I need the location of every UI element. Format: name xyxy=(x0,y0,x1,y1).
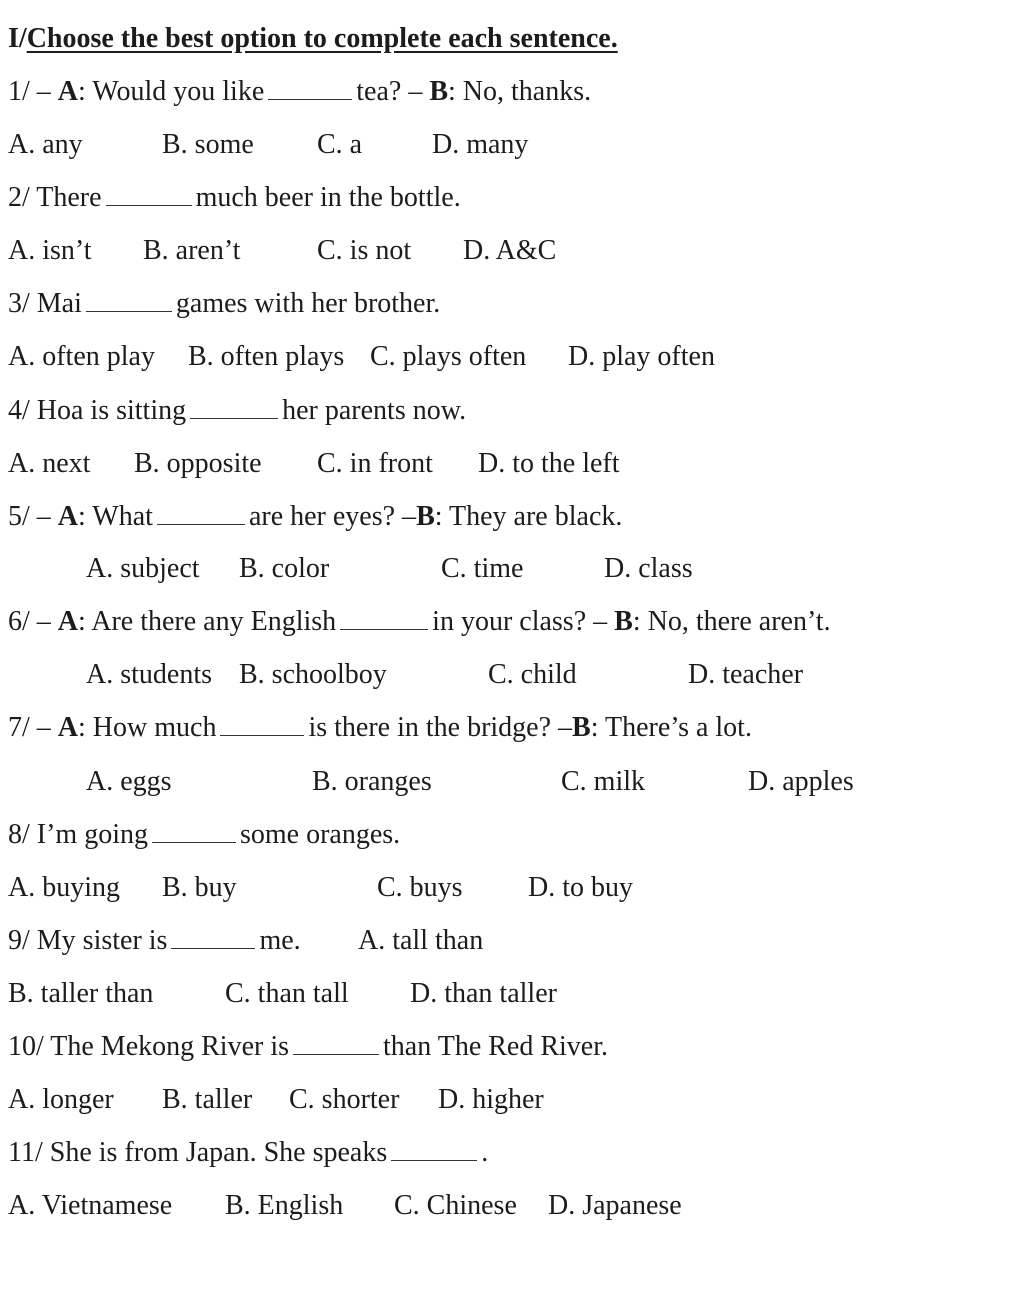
q9-option-a[interactable]: A. tall than xyxy=(358,925,484,956)
q9-text-b: me. xyxy=(259,925,301,956)
q2-option-d[interactable]: D. A&C xyxy=(463,235,557,266)
q7-option-d[interactable]: D. apples xyxy=(748,766,854,797)
q10-option-d[interactable]: D. higher xyxy=(438,1084,544,1115)
q3-option-b[interactable]: B. often plays xyxy=(188,341,345,372)
q5-number: 5/ – xyxy=(8,501,58,532)
q4-blank[interactable] xyxy=(190,398,278,419)
question-3 xyxy=(8,287,440,321)
q11-blank[interactable] xyxy=(391,1140,477,1161)
q5-option-c[interactable]: C. time xyxy=(441,553,524,584)
q3-text-b: games with her brother. xyxy=(175,288,441,319)
q4-text-b: her parents now. xyxy=(282,395,467,426)
q9-blank[interactable] xyxy=(171,928,255,949)
q7-option-b[interactable]: B. oranges xyxy=(312,766,432,797)
q2-option-b[interactable]: B. aren’t xyxy=(143,235,241,266)
q2-option-c[interactable]: C. is not xyxy=(317,235,412,266)
q1-speaker-a: A xyxy=(57,76,79,107)
q9-option-b[interactable]: B. taller than xyxy=(8,978,154,1009)
q3-option-d[interactable]: D. play often xyxy=(568,341,715,372)
q9-option-c[interactable]: C. than tall xyxy=(225,978,349,1009)
q6-option-a[interactable]: A. students xyxy=(86,659,212,690)
q1-option-b[interactable]: B. some xyxy=(162,129,254,160)
question-2 xyxy=(8,181,461,215)
q10-option-a[interactable]: A. longer xyxy=(8,1084,114,1115)
q5-speaker-a: A xyxy=(57,501,79,532)
q9-option-d[interactable]: D. than taller xyxy=(410,978,557,1009)
q11-option-c[interactable]: C. Chinese xyxy=(394,1190,517,1221)
q4-option-c[interactable]: C. in front xyxy=(317,448,433,479)
q6-blank[interactable] xyxy=(340,609,428,630)
question-1 xyxy=(8,75,591,109)
q8-option-d[interactable]: D. to buy xyxy=(528,872,633,903)
question-9 xyxy=(8,924,301,958)
q4-text-a: 4/ Hoa is sitting xyxy=(8,395,187,426)
q8-option-c[interactable]: C. buys xyxy=(377,872,463,903)
question-11 xyxy=(8,1136,488,1170)
q5-text-b: are her eyes? – xyxy=(248,501,417,532)
q8-option-b[interactable]: B. buy xyxy=(162,872,237,903)
q5-option-b[interactable]: B. color xyxy=(239,553,330,584)
q4-option-a[interactable]: A. next xyxy=(8,448,91,479)
q6-speaker-b: B xyxy=(614,606,633,637)
section-title xyxy=(8,22,618,56)
question-7 xyxy=(8,711,752,745)
q5-option-d[interactable]: D. class xyxy=(604,553,693,584)
q1-text-a: : Would you like xyxy=(78,76,265,107)
q3-blank[interactable] xyxy=(86,291,172,312)
q10-text-a: 10/ The Mekong River is xyxy=(8,1031,290,1062)
q2-text-a: 2/ There xyxy=(8,182,102,213)
q6-option-b[interactable]: B. schoolboy xyxy=(239,659,387,690)
q2-blank[interactable] xyxy=(106,185,192,206)
q5-option-a[interactable]: A. subject xyxy=(86,553,200,584)
q1-option-a[interactable]: A. any xyxy=(8,129,83,160)
question-6 xyxy=(8,605,831,639)
q10-blank[interactable] xyxy=(293,1034,379,1055)
q7-blank[interactable] xyxy=(220,715,304,736)
q1-text-c: : No, thanks. xyxy=(448,76,592,107)
q6-option-d[interactable]: D. teacher xyxy=(688,659,804,690)
q1-option-c[interactable]: C. a xyxy=(317,129,363,160)
q11-text-b: . xyxy=(481,1137,489,1168)
q10-text-b: than The Red River. xyxy=(383,1031,609,1062)
q6-text-b: in your class? – xyxy=(432,606,615,637)
q1-text-b: tea? – xyxy=(356,76,430,107)
q10-option-c[interactable]: C. shorter xyxy=(289,1084,400,1115)
q2-option-a[interactable]: A. isn’t xyxy=(8,235,92,266)
q11-option-d[interactable]: D. Japanese xyxy=(548,1190,682,1221)
q9-text-a: 9/ My sister is xyxy=(8,925,168,956)
q1-option-d[interactable]: D. many xyxy=(432,129,529,160)
question-4 xyxy=(8,394,466,428)
q7-option-a[interactable]: A. eggs xyxy=(86,766,172,797)
question-8 xyxy=(8,818,400,852)
q6-number: 6/ – xyxy=(8,606,58,637)
q11-option-a[interactable]: A. Vietnamese xyxy=(8,1190,173,1221)
q8-option-a[interactable]: A. buying xyxy=(8,872,120,903)
section-number: I/ xyxy=(8,23,27,54)
q3-option-c[interactable]: C. plays often xyxy=(370,341,527,372)
q5-text-c: : They are black. xyxy=(434,501,623,532)
q5-text-a: : What xyxy=(78,501,153,532)
question-10 xyxy=(8,1030,608,1064)
q6-text-c: : No, there aren’t. xyxy=(632,606,831,637)
q4-option-d[interactable]: D. to the left xyxy=(478,448,620,479)
q3-option-a[interactable]: A. often play xyxy=(8,341,155,372)
q6-speaker-a: A xyxy=(57,606,79,637)
q7-speaker-b: B xyxy=(572,712,591,743)
section-instruction: Choose the best option to complete each sentence. xyxy=(26,23,618,54)
q7-number: 7/ – xyxy=(8,712,58,743)
q4-option-b[interactable]: B. opposite xyxy=(134,448,262,479)
q7-text-a: : How much xyxy=(78,712,217,743)
q10-option-b[interactable]: B. taller xyxy=(162,1084,253,1115)
question-5 xyxy=(8,500,622,534)
q7-text-b: is there in the bridge? – xyxy=(308,712,573,743)
q6-option-c[interactable]: C. child xyxy=(488,659,577,690)
q3-text-a: 3/ Mai xyxy=(8,288,82,319)
q11-option-b[interactable]: B. English xyxy=(225,1190,344,1221)
q2-text-b: much beer in the bottle. xyxy=(195,182,461,213)
q7-speaker-a: A xyxy=(57,712,79,743)
q8-blank[interactable] xyxy=(152,822,236,843)
q7-option-c[interactable]: C. milk xyxy=(561,766,646,797)
q6-text-a: : Are there any English xyxy=(78,606,337,637)
q7-text-c: : There’s a lot. xyxy=(590,712,752,743)
q11-text-a: 11/ She is from Japan. She speaks xyxy=(8,1137,388,1168)
q5-blank[interactable] xyxy=(157,504,245,525)
q1-number: 1/ – xyxy=(8,76,58,107)
q8-text-b: some oranges. xyxy=(240,819,401,850)
q8-text-a: 8/ I’m going xyxy=(8,819,148,850)
q1-blank[interactable] xyxy=(268,79,352,100)
q5-speaker-b: B xyxy=(416,501,435,532)
q1-speaker-b: B xyxy=(429,76,448,107)
